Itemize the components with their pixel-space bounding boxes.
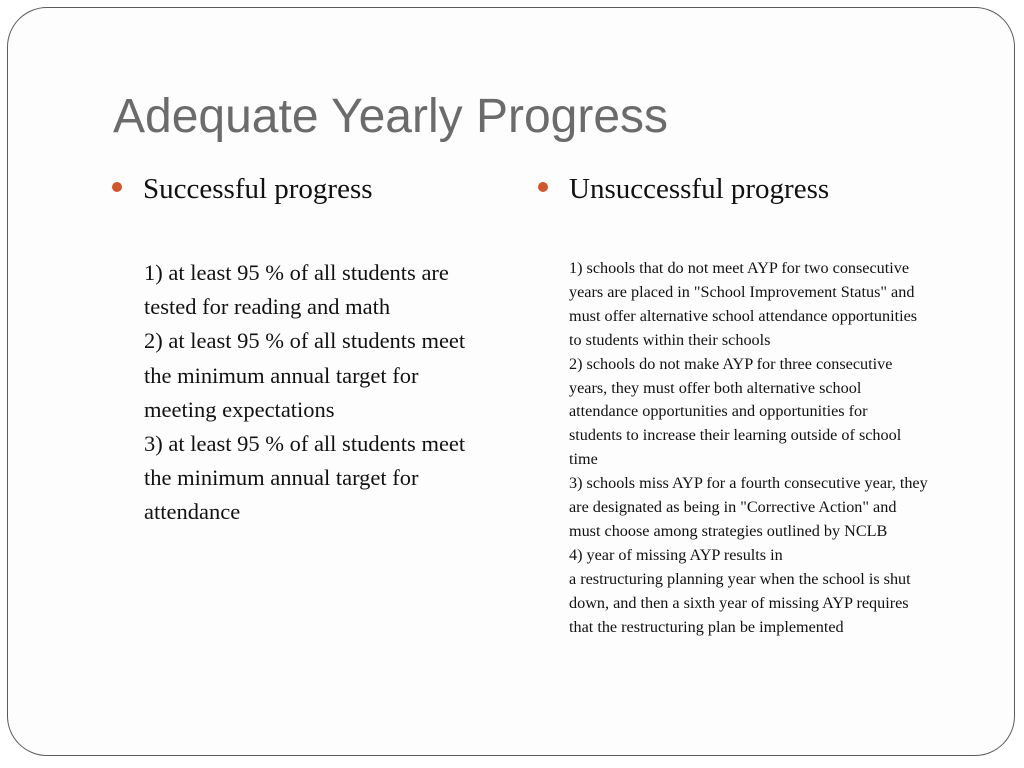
right-body-text [569, 257, 967, 640]
right-body-line: must choose among strategies outlined by NCLB [569, 521, 888, 540]
right-body-line: students to increase their learning outside of school [569, 426, 902, 445]
left-column [112, 170, 516, 525]
right-body-line: that the restructuring plan be implemented [569, 617, 844, 636]
right-body-line: are designated as being in "Corrective Action" and [569, 498, 897, 517]
right-body-line: years, they must offer both alternative school [569, 378, 862, 397]
right-body-line: 3) schools miss AYP for a fourth consecutive year, they [569, 474, 928, 493]
left-bullet-item [112, 170, 516, 210]
right-body-line: attendance opportunities and opportunities for [569, 402, 868, 421]
right-body-line: 4) year of missing AYP results in [569, 545, 783, 564]
right-heading: Unsuccessful progress [569, 173, 830, 205]
bullet-dot-icon [112, 182, 122, 192]
right-body-line: 1) schools that do not meet AYP for two consecutive [569, 259, 910, 277]
right-bullet-item [538, 170, 968, 210]
right-body-line: must offer alternative school attendance opportunities [569, 306, 918, 325]
right-body-line: time [569, 450, 598, 469]
left-body-line: attendance [144, 499, 241, 525]
left-body-text [144, 256, 516, 530]
left-body-line: the minimum annual target for [144, 465, 419, 491]
right-body-line: down, and then a sixth year of missing AYP requires [569, 593, 909, 612]
left-body-line: meeting expectations [144, 396, 335, 422]
right-body-line: 2) schools do not make AYP for three consecutive [569, 354, 893, 373]
left-body-line: 3) at least 95 % of all students meet [144, 431, 466, 457]
right-body-line: years are placed in "School Improvement Status" and [569, 282, 915, 301]
left-body-line: 2) at least 95 % of all students meet [144, 328, 466, 354]
left-heading: Successful progress [143, 173, 373, 205]
left-body-line: tested for reading and math [144, 294, 391, 320]
left-body-line: the minimum annual target for [144, 362, 419, 388]
right-column [538, 170, 968, 636]
left-body-line: 1) at least 95 % of all students are [144, 260, 449, 285]
slide-title: Adequate Yearly Progress [113, 90, 669, 143]
right-body-line: a restructuring planning year when the school is shut [569, 569, 911, 588]
right-body-line: to students within their schools [569, 330, 771, 349]
bullet-dot-icon [538, 182, 548, 192]
